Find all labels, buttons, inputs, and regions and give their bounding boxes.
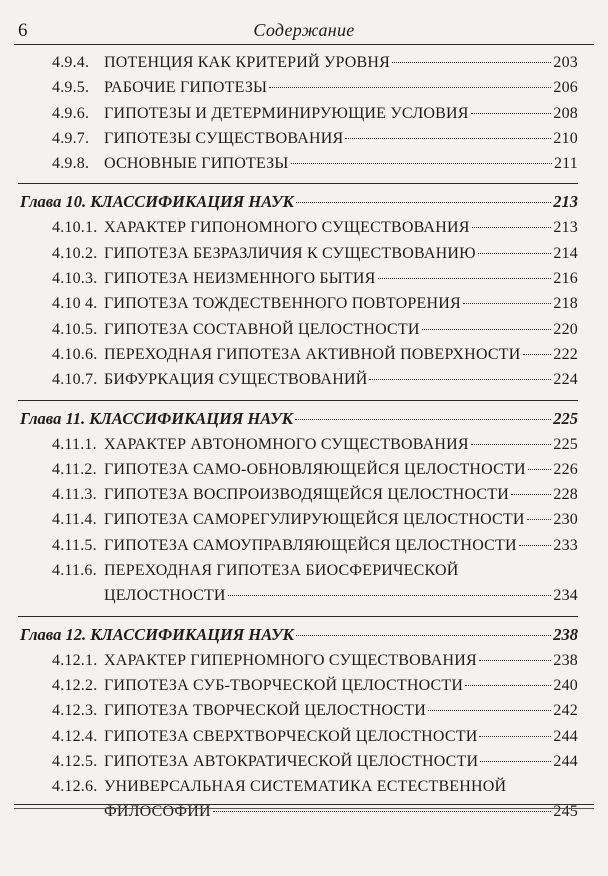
entry-page: 216 — [553, 270, 578, 288]
entry-title: ХАРАКТЕР ГИПОНОМНОГО СУЩЕСТВОВАНИЯ — [104, 219, 470, 237]
dot-leader — [465, 685, 551, 686]
toc-entry[interactable] — [18, 126, 578, 151]
toc-entry[interactable] — [18, 749, 578, 774]
entry-title: ПЕРЕХОДНАЯ ГИПОТЕЗА АКТИВНОЙ ПОВЕРХНОСТИ — [104, 345, 521, 363]
entry-page: 203 — [553, 54, 578, 71]
entry-title-line2-row — [104, 583, 578, 608]
entry-number: 4.10.7. — [52, 371, 98, 389]
entry-page: 230 — [553, 511, 578, 529]
entry-title: ГИПОТЕЗА АВТОКРАТИЧЕСКОЙ ЦЕЛОСТНОСТИ — [104, 752, 479, 770]
entry-page: 206 — [553, 79, 578, 97]
entry-title: ПОТЕНЦИЯ КАК КРИТЕРИЙ УРОВНЯ — [104, 54, 391, 71]
entry-title: ОСНОВНЫЕ ГИПОТЕЗЫ — [104, 155, 289, 173]
toc-entry[interactable] — [18, 533, 578, 558]
entry-page: 210 — [553, 129, 578, 147]
dot-leader — [296, 202, 551, 203]
dot-leader — [428, 710, 551, 711]
chapter-title: Глава 11. КЛАССИФИКАЦИЯ НАУК — [20, 408, 293, 428]
entry-title: ГИПОТЕЗЫ СУЩЕСТВОВАНИЯ — [104, 129, 344, 147]
entry-title: РАБОЧИЕ ГИПОТЕЗЫ — [104, 79, 268, 97]
entry-page: 218 — [553, 295, 578, 313]
dot-leader — [528, 469, 552, 470]
entry-number: 4.12.2. — [52, 676, 98, 694]
entry-number: 4.12.3. — [52, 702, 98, 720]
entry-number: 4.11.1. — [52, 435, 97, 453]
dot-leader — [378, 278, 552, 279]
toc-entry[interactable] — [18, 215, 578, 240]
entry-number: 4.10.6. — [52, 345, 98, 363]
entry-title: ГИПОТЕЗА БЕЗРАЗЛИЧИЯ К СУЩЕСТВОВАНИЮ — [104, 244, 476, 262]
entry-title: ХАРАКТЕР ГИПЕРНОМНОГО СУЩЕСТВОВАНИЯ — [104, 651, 477, 669]
entry-body — [104, 774, 578, 825]
entry-number: 4.11.4. — [52, 511, 97, 529]
dot-leader — [519, 545, 552, 546]
toc-entry[interactable] — [18, 482, 578, 507]
toc-entry[interactable] — [18, 698, 578, 723]
entry-number: 4.10.1. — [52, 219, 98, 237]
toc-chapter-10 — [18, 188, 578, 400]
toc-entry[interactable] — [18, 75, 578, 100]
entry-number: 4.9.5. — [52, 79, 90, 97]
entry-page: 222 — [553, 345, 578, 363]
entry-page: 214 — [553, 244, 578, 262]
entry-title: ГИПОТЕЗА СУБ-ТВОРЧЕСКОЙ ЦЕЛОСТНОСТИ — [104, 676, 464, 694]
chapter-page: 225 — [553, 408, 578, 428]
footer-rule — [14, 804, 594, 805]
entry-page: 208 — [553, 104, 578, 122]
page-number: 6 — [18, 20, 28, 41]
entry-title-line1: УНИВЕРСАЛЬНАЯ СИСТЕМАТИКА ЕСТЕСТВЕННОЙ — [104, 778, 507, 796]
entry-title: ГИПОТЕЗА СВЕРХТВОРЧЕСКОЙ ЦЕЛОСТНОСТИ — [104, 727, 478, 745]
toc-entry-multiline[interactable] — [18, 774, 578, 825]
chapter-title: Глава 12. КЛАССИФИКАЦИЯ НАУК — [20, 624, 294, 644]
dot-leader — [291, 163, 552, 164]
toc-entry[interactable] — [18, 317, 578, 342]
chapter-page: 213 — [553, 192, 578, 212]
toc-entry[interactable] — [18, 266, 578, 291]
entry-number: 4.12.6. — [52, 778, 98, 796]
dot-leader — [479, 660, 552, 661]
toc-entry[interactable] — [18, 50, 578, 75]
entry-page: 220 — [553, 320, 578, 338]
entry-number: 4.10.2. — [52, 244, 98, 262]
dot-leader — [471, 113, 552, 114]
toc-entry[interactable] — [18, 291, 578, 316]
footer-rule-thin — [14, 808, 594, 809]
running-title: Содержание — [253, 20, 355, 40]
dot-leader — [472, 227, 552, 228]
entry-title: ГИПОТЕЗА САМОРЕГУЛИРУЮЩЕЙСЯ ЦЕЛОСТНОСТИ — [104, 511, 525, 529]
dot-leader — [228, 595, 552, 596]
entry-title-line1: ПЕРЕХОДНАЯ ГИПОТЕЗА БИОСФЕРИЧЕСКОЙ — [104, 562, 459, 580]
toc-entry[interactable] — [18, 457, 578, 482]
entry-page: 213 — [553, 219, 578, 237]
dot-leader — [511, 494, 551, 495]
dot-leader — [213, 811, 552, 812]
entry-title-line2: ФИЛОСОФИИ — [104, 803, 211, 821]
toc-entry[interactable] — [18, 342, 578, 367]
entry-title: ГИПОТЕЗА САМОУПРАВЛЯЮЩЕЙСЯ ЦЕЛОСТНОСТИ — [104, 536, 517, 554]
entry-page: 228 — [553, 486, 578, 504]
dot-leader — [422, 329, 552, 330]
toc-entry[interactable] — [18, 648, 578, 673]
entry-number: 4.11.6. — [52, 562, 97, 580]
toc-entry[interactable] — [18, 673, 578, 698]
entry-number: 4.12.1. — [52, 651, 98, 669]
table-of-contents — [18, 50, 578, 836]
entry-number: 4.12.5. — [52, 752, 98, 770]
entry-page: 225 — [553, 435, 578, 453]
page-header — [14, 14, 594, 45]
toc-entry[interactable] — [18, 507, 578, 532]
entry-number: 4.10 4. — [52, 295, 98, 313]
entry-title: ГИПОТЕЗА ТВОРЧЕСКОЙ ЦЕЛОСТНОСТИ — [104, 702, 427, 720]
entry-title: ГИПОТЕЗА НЕИЗМЕННОГО БЫТИЯ — [104, 270, 376, 288]
dot-leader — [523, 354, 552, 355]
entry-number: 4.9.8. — [52, 155, 90, 173]
entry-page: 244 — [553, 727, 578, 745]
dot-leader — [345, 138, 551, 139]
dot-leader — [369, 379, 551, 380]
toc-section-4-9 — [18, 50, 578, 184]
entry-number: 4.10.5. — [52, 320, 98, 338]
entry-title: ГИПОТЕЗЫ И ДЕТЕРМИНИРУЮЩИЕ УСЛОВИЯ — [104, 104, 469, 122]
entry-number: 4.12.4. — [52, 727, 98, 745]
entry-number: 4.9.7. — [52, 129, 90, 147]
entry-title: ГИПОТЕЗА ВОСПРОИЗВОДЯЩЕЙСЯ ЦЕЛОСТНОСТИ — [104, 486, 509, 504]
entry-title: ХАРАКТЕР АВТОНОМНОГО СУЩЕСТВОВАНИЯ — [104, 435, 469, 453]
entry-page: 244 — [553, 752, 578, 770]
entry-page: 226 — [553, 460, 578, 478]
dot-leader — [479, 736, 551, 737]
dot-leader — [478, 253, 552, 254]
entry-page: 242 — [553, 702, 578, 720]
entry-page: 238 — [553, 651, 578, 669]
toc-entry[interactable] — [18, 151, 578, 176]
chapter-page: 238 — [553, 624, 578, 644]
dot-leader — [295, 419, 551, 420]
entry-number: 4.11.5. — [52, 536, 97, 554]
chapter-heading[interactable] — [18, 405, 578, 432]
toc-entry[interactable] — [18, 432, 578, 457]
entry-number: 4.9.4. — [52, 54, 90, 71]
toc-entry[interactable] — [18, 101, 578, 126]
dot-leader — [296, 635, 551, 636]
entry-number: 4.11.3. — [52, 486, 97, 504]
dot-leader — [392, 62, 551, 63]
toc-chapter-11 — [18, 405, 578, 617]
dot-leader — [471, 444, 552, 445]
entry-page: 245 — [553, 803, 578, 821]
dot-leader — [527, 519, 552, 520]
entry-body — [104, 558, 578, 609]
entry-page: 224 — [553, 371, 578, 389]
toc-entry[interactable] — [18, 724, 578, 749]
toc-entry-multiline[interactable] — [18, 558, 578, 609]
toc-entry[interactable] — [18, 367, 578, 392]
dot-leader — [480, 761, 551, 762]
entry-page: 211 — [553, 155, 578, 173]
toc-chapter-12 — [18, 621, 578, 832]
entry-number: 4.9.6. — [52, 104, 90, 122]
entry-title: ГИПОТЕЗА САМО-ОБНОВЛЯЮЩЕЙСЯ ЦЕЛОСТНОСТИ — [104, 460, 526, 478]
chapter-heading[interactable] — [18, 188, 578, 215]
toc-entry[interactable] — [18, 241, 578, 266]
chapter-heading[interactable] — [18, 621, 578, 648]
dot-leader — [269, 87, 551, 88]
entry-title: ГИПОТЕЗА ТОЖДЕСТВЕННОГО ПОВТОРЕНИЯ — [104, 295, 461, 313]
chapter-title: Глава 10. КЛАССИФИКАЦИЯ НАУК — [20, 192, 294, 212]
entry-page: 233 — [553, 536, 578, 554]
entry-page: 234 — [553, 587, 578, 605]
entry-title: БИФУРКАЦИЯ СУЩЕСТВОВАНИЙ — [104, 371, 368, 389]
entry-page: 240 — [553, 676, 578, 694]
entry-number: 4.10.3. — [52, 270, 98, 288]
entry-title-line2: ЦЕЛОСТНОСТИ — [104, 587, 226, 605]
entry-number: 4.11.2. — [52, 460, 97, 478]
dot-leader — [463, 303, 552, 304]
entry-title: ГИПОТЕЗА СОСТАВНОЙ ЦЕЛОСТНОСТИ — [104, 320, 420, 338]
